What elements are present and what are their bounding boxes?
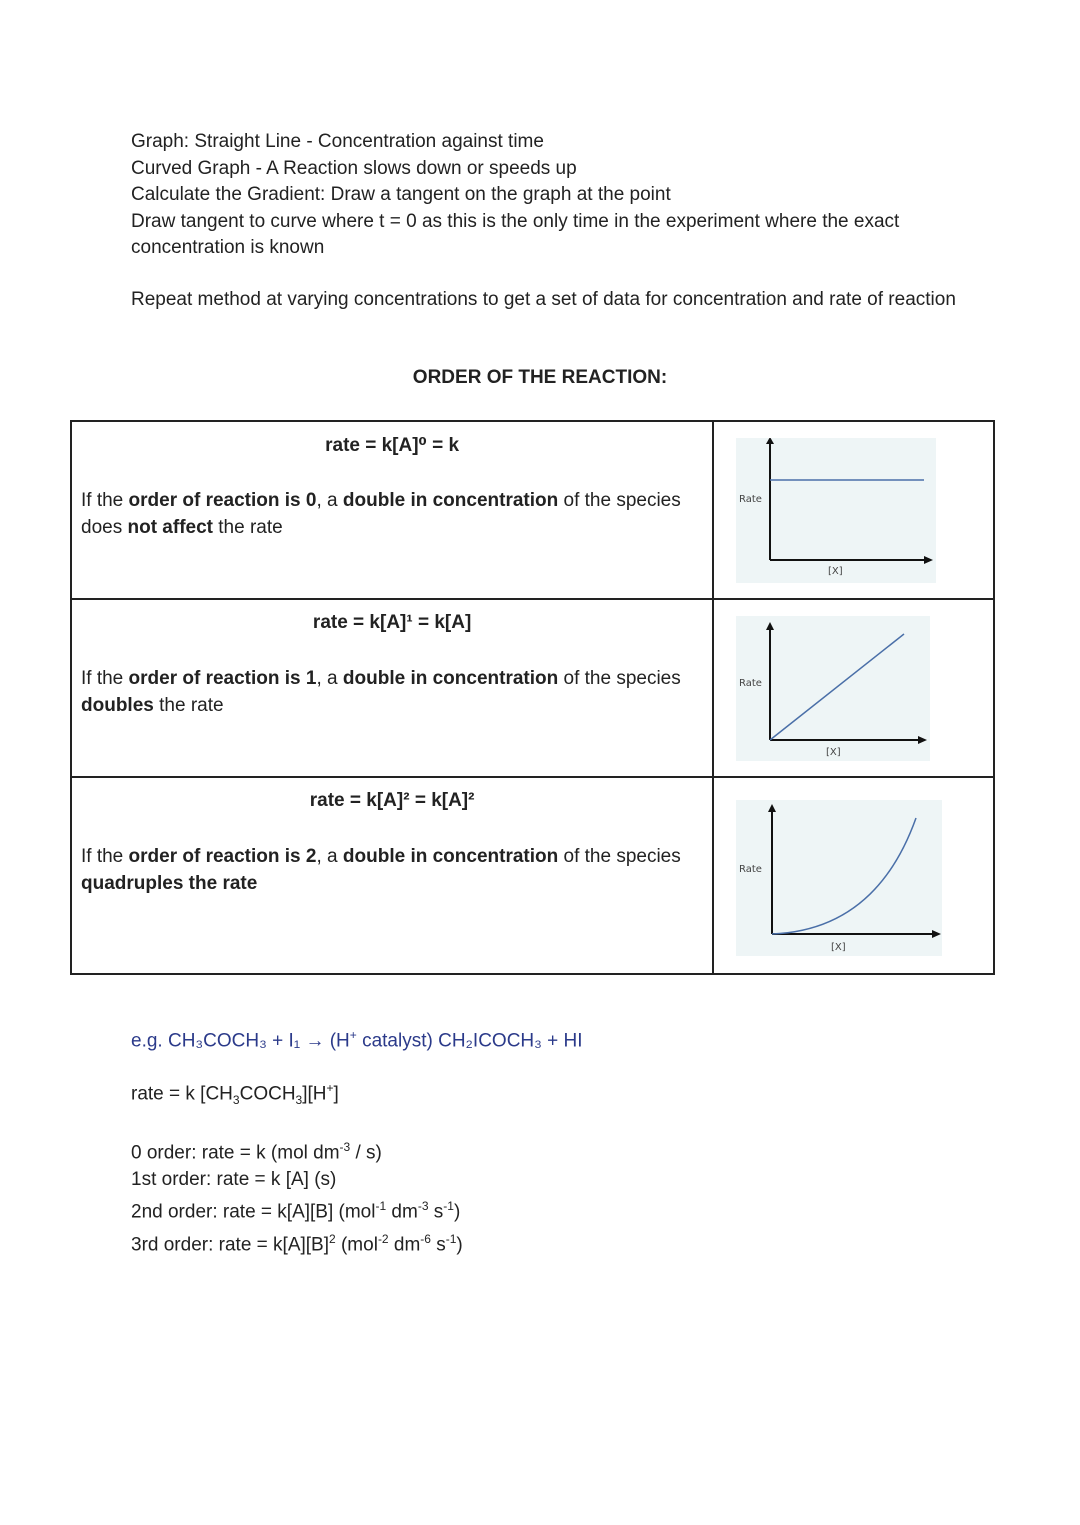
order-1-y-label: Rate bbox=[739, 678, 763, 689]
order-2-equation: rate = k[A]² = k[A]² bbox=[309, 790, 475, 811]
order-1-description: If the order of reaction is 1, a double in concentration of the species doubles the rate bbox=[81, 668, 681, 716]
intro-line-4: Draw tangent to curve where t = 0 as this is the only time in the experiment where the exact concentration is known bbox=[131, 210, 900, 258]
order-1-text-cell bbox=[71, 599, 713, 777]
x-axis-arrow bbox=[918, 736, 927, 744]
units-order-0: 0 order: rate = k (mol $dm^{-3} / s$) bbox=[131, 1140, 382, 1164]
order-2-curve bbox=[772, 818, 916, 934]
order-0-row bbox=[71, 421, 994, 599]
repeat-note: Repeat method at varying concentrations to get a set of data for concentration and rate of reaction bbox=[131, 289, 956, 310]
order-1-equation: rate = k[A]¹ = k[A] bbox=[312, 612, 472, 633]
intro-notes bbox=[131, 129, 1011, 262]
units-order-2: 2nd order: rate = k[A][B] (mol$^{-1}$ $dm^{-3}$ $s^{-1}$) bbox=[131, 1199, 461, 1223]
order-0-graph bbox=[736, 438, 936, 583]
y-axis-arrow bbox=[766, 622, 774, 630]
order-2-row bbox=[71, 777, 994, 974]
order-2-description: If the order of reaction is 2, a double in concentration of the species quadruples the rate bbox=[81, 846, 681, 894]
order-1-x-label: [X] bbox=[826, 747, 841, 758]
order-1-curve bbox=[770, 634, 904, 740]
example-rate-equation: rate = k $[CH_3COCH_3][H^+]$ bbox=[131, 1081, 339, 1108]
y-axis-arrow bbox=[766, 438, 774, 444]
x-axis-arrow bbox=[924, 556, 933, 564]
order-2-text-cell bbox=[71, 777, 713, 974]
order-2-x-label: [X] bbox=[831, 942, 846, 953]
order-0-equation: rate = k[A]⁰ = k bbox=[325, 435, 460, 456]
order-0-x-label: [X] bbox=[828, 566, 843, 577]
order-0-graph-cell bbox=[713, 421, 994, 599]
order-0-description: If the order of reaction is 0, a double in concentration of the species does not affect the rate bbox=[81, 490, 681, 538]
units-order-1: 1st order: rate = k [A] (s) bbox=[131, 1168, 337, 1190]
order-2-graph bbox=[736, 800, 942, 956]
order-1-row bbox=[71, 599, 994, 777]
units-order-3: 3rd order: rate = $k[A][B]^2$ (mol$^{-2}$ $dm^{-6}$ $s^{-1}$) bbox=[131, 1232, 463, 1256]
order-1-graph bbox=[736, 616, 930, 761]
reaction-order-table bbox=[70, 420, 995, 975]
intro-line-3: Calculate the Gradient: Draw a tangent on the graph at the point bbox=[131, 184, 671, 205]
order-2-y-label: Rate bbox=[739, 864, 763, 875]
y-axis-arrow bbox=[768, 804, 776, 812]
intro-line-2: Curved Graph - A Reaction slows down or speeds up bbox=[131, 157, 577, 179]
x-axis-arrow bbox=[932, 930, 941, 938]
order-0-y-label: Rate bbox=[739, 494, 763, 505]
order-0-text-cell bbox=[71, 421, 713, 599]
order-1-graph-cell bbox=[713, 599, 994, 777]
rate-units-list bbox=[131, 1134, 463, 1259]
order-2-graph-cell bbox=[713, 777, 994, 974]
example-reaction: e.g. CH₃COCH₃ + I₁ → (H+ catalyst) CH₂ICOCH₃ + HI bbox=[131, 1028, 583, 1052]
section-heading: ORDER OF THE REACTION: bbox=[412, 367, 668, 388]
intro-line-1: Graph: Straight Line - Concentration against time bbox=[131, 131, 544, 152]
